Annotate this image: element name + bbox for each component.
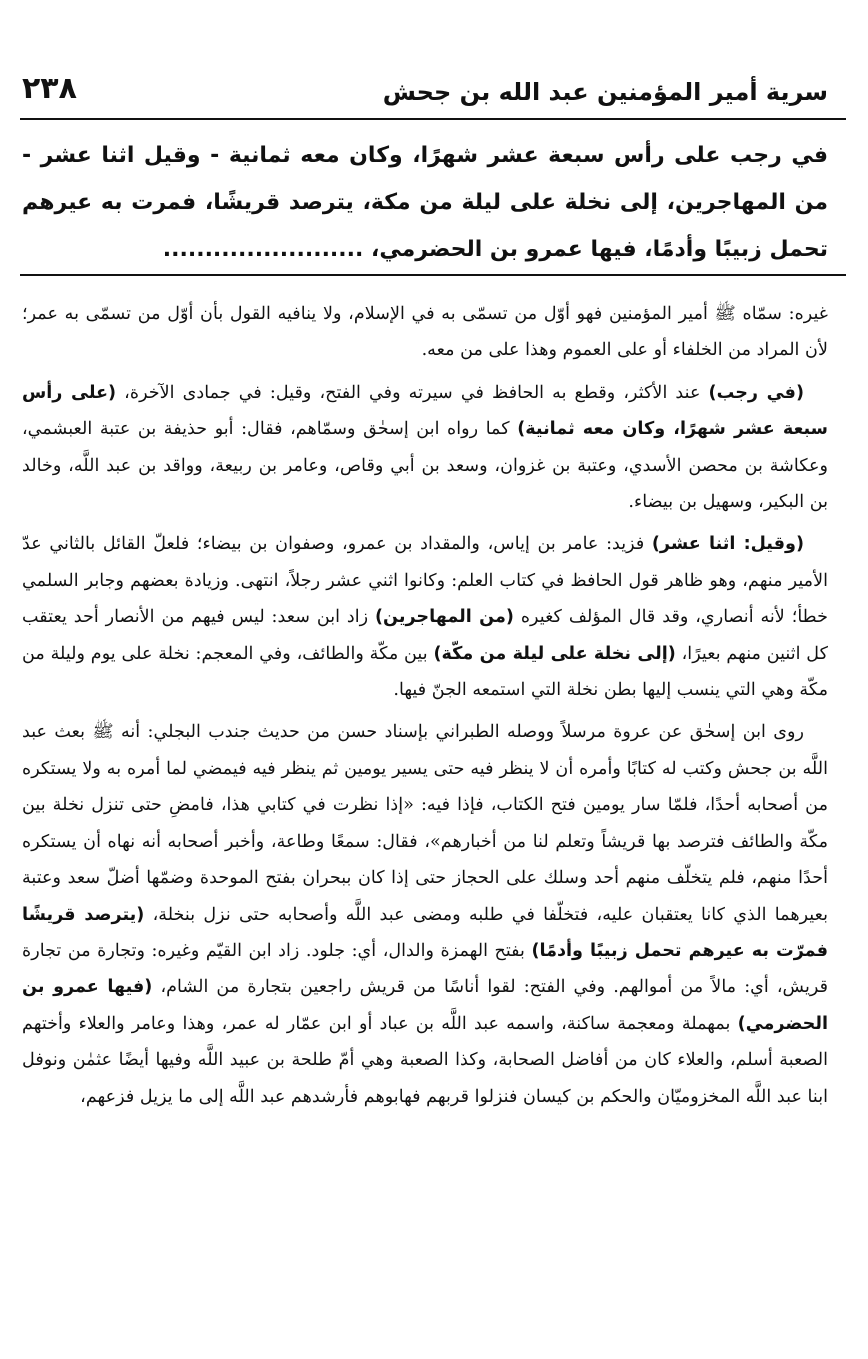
matn-text: في رجب على رأس سبعة عشر شهرًا، وكان معه ثمانية - وقيل اثنا عشر - من المهاجرين، إلى نخلة على ليلة من مكة، يترصد قريشًا، فمرت به عيرهم تحمل زبيبًا وأدمًا، فيها عمرو بن الحضرمي، ........................ — [22, 143, 828, 262]
commentary-text: فزيد: عامر بن إياس، والمقداد بن عمرو، وصفوان بن بيضاء؛ فلعلّ القائل بالثاني عدّ الأمير منهم، وهو ظاهر قول الحافظ في كتاب العلم: وكانوا اثني عشر رجلاً، انتهى. وزيادة بعضهم وجابر السلمي خطأ؛ لأنه أنصاري، وقد قال المؤلف كغيره — [22, 534, 828, 628]
running-title: سرية أمير المؤمنين عبد الله بن جحش — [382, 78, 828, 106]
quoted-phrase: (وقيل: اثنا عشر) — [651, 534, 804, 555]
quoted-phrase: (فيها عمرو بن الحضرمي) — [22, 977, 828, 1034]
quoted-phrase: (يترصد قريشًا فمرّت به عيرهم تحمل زبيبًا وأدمًا) — [22, 904, 828, 961]
commentary-block — [22, 296, 828, 1121]
commentary-text: كما رواه ابن إسحٰق وسمّاهم، فقال: أبو حذيفة بن عتبة العبشمي، وعكاشة بن محصن الأسدي، وعتبة بن غزوان، وسعد بن أبي وقاص، وعامر بن ربيعة، وواقد بن عبد اللَّه، وخالد بن البكير، وسهيل بن بيضاء. — [22, 419, 828, 513]
quoted-phrase: (إلى نخلة على ليلة من مكّة) — [433, 643, 676, 664]
commentary-text: بمهملة ومعجمة ساكنة، واسمه عبد اللَّه بن عباد أو ابن عمّار له عمر، وهذا وعامر والعلاء وأختهم الصعبة أسلم، والعلاء كان من أفاضل الصحابة، وكذا الصعبة وهي أمّ طلحة بن عبيد اللَّه وفيها أيضًا عثمٰن ونوفل ابنا عبد اللَّه المخزوميّان والحكم بن كيسان فنزلوا قربهم فهابوهم فأرشدهم عبد اللَّه إلى ما يزيل فزعهم، — [22, 1013, 828, 1107]
quoted-phrase: (في رجب) — [708, 382, 804, 403]
commentary-text: بين مكّة والطائف، وفي المعجم: نخلة على يوم وليلة من مكّة وهي التي ينسب إليها بطن نخلة التي استمعه الجنّ فيها. — [22, 643, 828, 701]
commentary-text: زاد ابن سعد: ليس فيهم من الأنصار أحد يعتقب كل اثنين منهم بعيرًا، — [22, 607, 828, 664]
matn-block — [22, 132, 828, 273]
running-header — [22, 62, 828, 104]
commentary-text: عند الأكثر، وقطع به الحافظ في سيرته وفي الفتح، وقيل: في جمادى الآخرة، — [116, 382, 709, 403]
page-number: ٢٣٨ — [22, 71, 77, 106]
quoted-phrase: (على رأس سبعة عشر شهرًا، وكان معه ثمانية) — [22, 382, 828, 440]
commentary-paragraph — [22, 375, 828, 521]
commentary-paragraph — [22, 526, 828, 708]
commentary-text: غيره: سمّاه ﷺ أمير المؤمنين فهو أوّل من تسمّى به في الإسلام، ولا ينافيه القول بأن أوّل من تسمّى به عمر؛ لأن المراد من الخلفاء أو على العموم وهذا على من معه. — [22, 304, 828, 361]
quoted-phrase: (من المهاجرين) — [375, 607, 514, 628]
header-rule — [20, 118, 846, 120]
matn-separator-rule — [20, 274, 846, 276]
commentary-paragraph — [22, 714, 828, 1114]
commentary-text: بفتح الهمزة والدال، أي: جلود. زاد ابن القيّم وغيره: وتجارة من تجارة قريش، أي: مالاً من أموالهم. وفي الفتح: لقوا أناسًا من قريش راجعين بتجارة من الشام، — [22, 940, 828, 998]
commentary-text: روى ابن إسحٰق عن عروة مرسلاً ووصله الطبراني بإسناد حسن من حديث جندب البجلي: أنه ﷺ بعث عبد اللَّه بن جحش وكتب له كتابًا وأمره أن لا ينظر فيه حتى يسير يومين ثم ينظر فيه فيمضي لما أمره به ولا يستكره من أصحابه أحدًا، فلمّا سار يومين فتح الكتاب، فإذا فيه: «إذا نظرت في كتابي هذا، فامضِ حتى تنزل نخلة بين مكّة والطائف فترصد بها قريشاً وتعلم لنا من أخبارهم»، فقال: سمعًا وطاعة، وأخبر أصحابه أنه نهاه أن يستكره أحدًا منهم، فلم يتخلّف منهم أحد وسلك على الحجاز حتى إذا كان ببحران بفتح الموحدة وضمّها أضلّ سعد وعتبة بعيرهما الذي كانا يعتقبان عليه، فتخلّفا في طلبه ومضى عبد اللَّه وأصحابه حتى نزل بنخلة، — [22, 722, 828, 925]
commentary-paragraph — [22, 296, 828, 369]
